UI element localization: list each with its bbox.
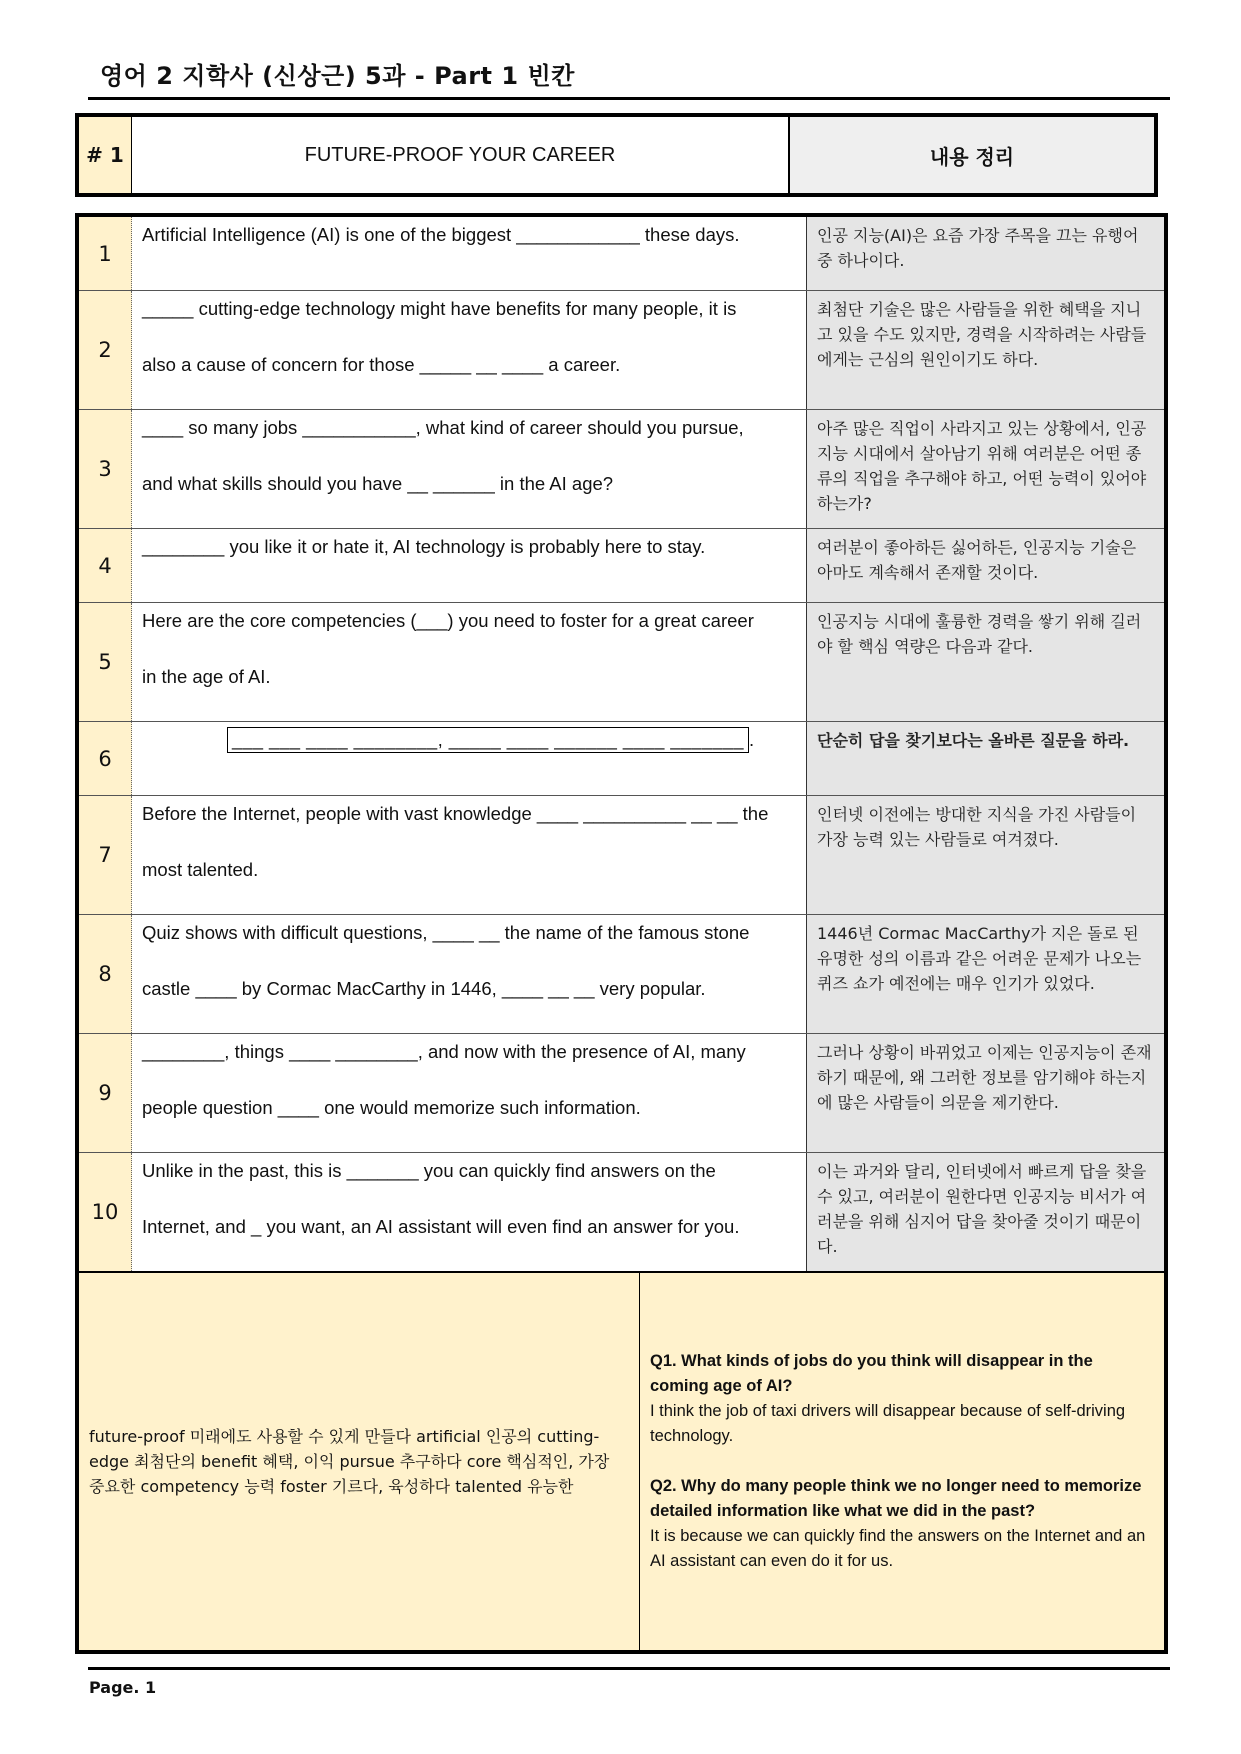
question-1: Q1. What kinds of jobs do you think will disappear in the coming age of AI?: [650, 1352, 1093, 1395]
row-number: 1: [77, 215, 132, 291]
notes-row: [77, 1272, 1166, 1652]
row-number: 8: [77, 915, 132, 1034]
sentence-line: ________ you like it or hate it, AI technology is probably here to stay.: [142, 536, 706, 557]
sentence-line: also a cause of concern for those _____ __ ____ a career.: [142, 354, 621, 375]
title-rule: [88, 97, 1170, 100]
question-2: Q2. Why do many people think we no longer need to memorize detailed information like what we did in the past?: [650, 1477, 1142, 1520]
footer-rule: [88, 1667, 1170, 1670]
sentence-line: in the age of AI.: [142, 666, 271, 687]
english-sentence: [132, 603, 807, 722]
english-sentence: [132, 529, 807, 603]
row-number: 2: [77, 291, 132, 410]
sentence-line: ____ so many jobs ___________, what kind of career should you pursue,: [142, 417, 744, 438]
row-number: 5: [77, 603, 132, 722]
header-table: [75, 113, 1158, 197]
korean-translation: 인공지능 시대에 훌륭한 경력을 쌓기 위해 길러야 할 핵심 역량은 다음과 같다.: [807, 603, 1167, 722]
sentence-line: ________, things ____ ________, and now with the presence of AI, many: [142, 1041, 746, 1062]
answer-2: It is because we can quickly find the answers on the Internet and an AI assistant can even do it for us.: [650, 1527, 1146, 1570]
korean-translation: 최첨단 기술은 많은 사람들을 위한 혜택을 지니고 있을 수도 있지만, 경력을 시작하려는 사람들에게는 근심의 원인이기도 하다.: [807, 291, 1167, 410]
korean-translation: 그러나 상황이 바뀌었고 이제는 인공지능이 존재하기 때문에, 왜 그러한 정보를 암기해야 하는지에 많은 사람들이 의문을 제기한다.: [807, 1034, 1167, 1153]
sentence-line: most talented.: [142, 859, 259, 880]
korean-translation: 단순히 답을 찾기보다는 올바른 질문을 하라.: [807, 722, 1167, 796]
row-number: 7: [77, 796, 132, 915]
table-row: [77, 529, 1166, 603]
korean-translation: 인터넷 이전에는 방대한 지식을 가진 사람들이 가장 능력 있는 사람들로 여겨졌다.: [807, 796, 1167, 915]
sentence-period: .: [748, 729, 755, 750]
row-number: 4: [77, 529, 132, 603]
sentence-line: _____ cutting-edge technology might have benefits for many people, it is: [142, 298, 737, 319]
notes-table: [79, 1273, 1164, 1650]
row-number: 3: [77, 410, 132, 529]
table-row: [77, 915, 1166, 1034]
english-sentence: [132, 291, 807, 410]
answer-1: I think the job of taxi drivers will disappear because of self-driving technology.: [650, 1402, 1126, 1445]
page-number: Page. 1: [89, 1678, 157, 1697]
sentence-line: and what skills should you have __ ______ in the AI age?: [142, 473, 614, 494]
table-row: [77, 1034, 1166, 1153]
sentence-line: Artificial Intelligence (AI) is one of the biggest ____________ these days.: [142, 224, 740, 245]
sentence-line: Quiz shows with difficult questions, ____ __ the name of the famous stone: [142, 922, 750, 943]
sentence-line: castle ____ by Cormac MacCarthy in 1446, ____ __ __ very popular.: [142, 978, 706, 999]
sentence-line: Here are the core competencies (___) you need to foster for a great career: [142, 610, 754, 631]
korean-translation: 여러분이 좋아하든 싫어하든, 인공지능 기술은 아마도 계속해서 존재할 것이다.: [807, 529, 1167, 603]
english-sentence: [132, 796, 807, 915]
vocabulary-list: future-proof 미래에도 사용할 수 있게 만들다 artificial 인공의 cutting-edge 최첨단의 benefit 혜택, 이익 pursue 추구하다 core 핵심적인, 가장 중요한 competency 능력 foster 기르다, 육성하다 talented 유능한: [79, 1273, 640, 1650]
sentence-line: Before the Internet, people with vast knowledge ____ __________ __ __ the: [142, 803, 769, 824]
header-number: # 1: [77, 115, 132, 195]
sentence-table: [75, 213, 1168, 1654]
sentence-line: people question ____ one would memorize such information.: [142, 1097, 641, 1118]
english-sentence: [132, 722, 807, 796]
table-row: [77, 291, 1166, 410]
table-row: [77, 410, 1166, 529]
row-number: 6: [77, 722, 132, 796]
summary-heading: 내용 정리: [789, 115, 1156, 195]
table-row: [77, 722, 1166, 796]
english-sentence: [132, 215, 807, 291]
sentence-line: Internet, and _ you want, an AI assistant will even find an answer for you.: [142, 1216, 740, 1237]
korean-translation: 아주 많은 직업이 사라지고 있는 상황에서, 인공지능 시대에서 살아남기 위해 여러분은 어떤 종류의 직업을 추구해야 하고, 어떤 능력이 있어야 하는가?: [807, 410, 1167, 529]
document-title: 영어 2 지학사 (신상근) 5과 - Part 1 빈칸: [100, 62, 575, 90]
korean-translation: 인공 지능(AI)은 요즘 가장 주목을 끄는 유행어 중 하나이다.: [807, 215, 1167, 291]
english-sentence: [132, 915, 807, 1034]
row-number: 10: [77, 1153, 132, 1273]
blank-box: ___ ___ ____ ________, _____ ____ ______ ____ _______: [227, 727, 749, 753]
korean-translation: 이는 과거와 달리, 인터넷에서 빠르게 답을 찾을 수 있고, 여러분이 원한다면 인공지능 비서가 여러분을 위해 심지어 답을 찾아줄 것이기 때문이다.: [807, 1153, 1167, 1273]
korean-translation: 1446년 Cormac MacCarthy가 지은 돌로 된 유명한 성의 이름과 같은 어려운 문제가 나오는 퀴즈 쇼가 예전에는 매우 인기가 있었다.: [807, 915, 1167, 1034]
table-row: [77, 1153, 1166, 1273]
lesson-title: FUTURE-PROOF YOUR CAREER: [132, 115, 790, 195]
sentence-line: Unlike in the past, this is _______ you can quickly find answers on the: [142, 1160, 716, 1181]
table-row: [77, 796, 1166, 915]
table-row: [77, 215, 1166, 291]
english-sentence: [132, 410, 807, 529]
table-row: [77, 603, 1166, 722]
discussion-questions: [640, 1273, 1165, 1650]
row-number: 9: [77, 1034, 132, 1153]
english-sentence: [132, 1034, 807, 1153]
english-sentence: [132, 1153, 807, 1273]
